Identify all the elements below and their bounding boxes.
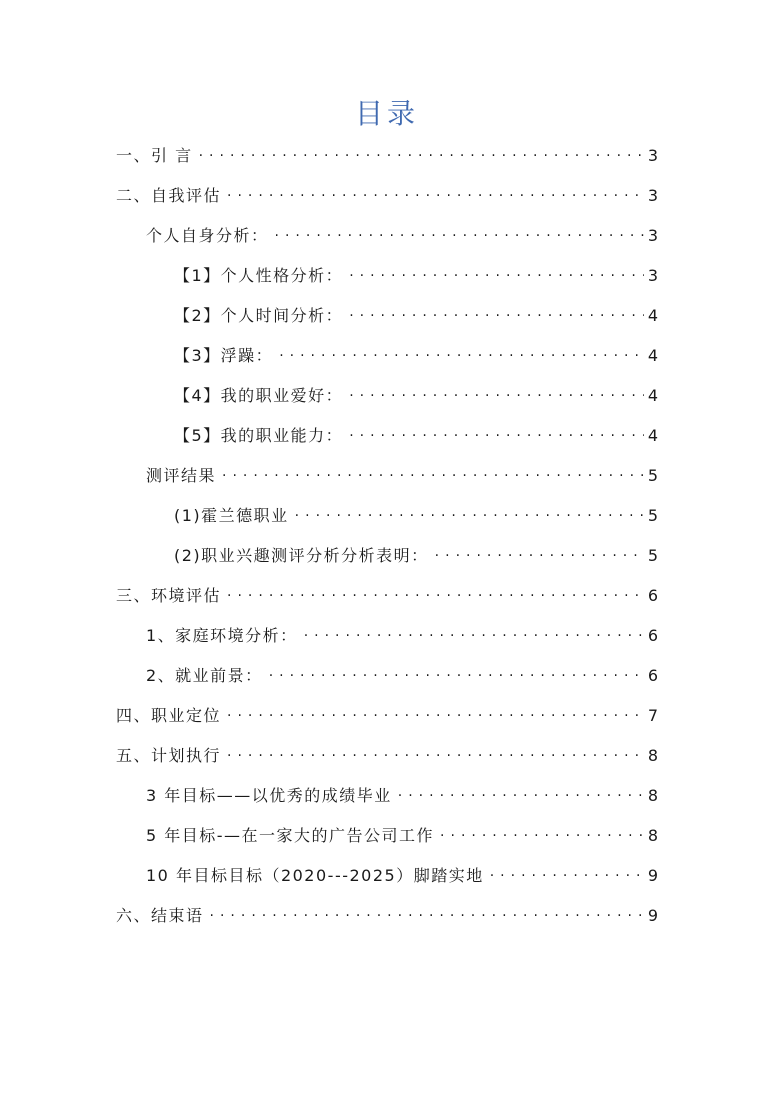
toc-entry-10-year-goal[interactable]	[146, 856, 658, 896]
toc-entry-time-analysis[interactable]	[174, 296, 658, 336]
toc-dot-leader	[304, 616, 644, 656]
toc-entry-5-year-goal[interactable]	[146, 816, 658, 856]
toc-entry-label: 【4】我的职业爱好：	[174, 386, 344, 405]
toc-entry-3-year-goal[interactable]	[146, 776, 658, 816]
toc-page-number: 3	[647, 226, 658, 245]
toc-dot-leader	[269, 656, 644, 696]
toc-entry-introduction[interactable]	[116, 136, 658, 176]
toc-entry-label: 【5】我的职业能力：	[174, 426, 344, 445]
toc-dot-leader	[279, 336, 644, 376]
toc-entry-career-positioning[interactable]	[116, 696, 658, 736]
toc-page-number: 8	[647, 746, 658, 765]
toc-dot-leader	[227, 696, 644, 736]
toc-entry-label: 【3】浮躁：	[174, 346, 274, 365]
toc-dot-leader	[210, 896, 644, 936]
toc-entry-label: 一、引 言	[116, 146, 193, 165]
toc-entry-label: 10 年目标目标（2020---2025）脚踏实地	[146, 866, 484, 885]
toc-entry-environment-assessment[interactable]	[116, 576, 658, 616]
toc-entry-personality-analysis[interactable]	[174, 256, 658, 296]
toc-entry-career-hobbies[interactable]	[174, 376, 658, 416]
toc-entry-impetuous[interactable]	[174, 336, 658, 376]
toc-entry-self-assessment[interactable]	[116, 176, 658, 216]
toc-entry-employment-prospects[interactable]	[146, 656, 658, 696]
toc-page-number: 5	[647, 546, 658, 565]
toc-page-number: 8	[647, 826, 658, 845]
toc-entry-label: 【2】个人时间分析：	[174, 306, 344, 325]
toc-entry-label: 三、环境评估	[116, 586, 222, 605]
toc-dot-leader	[435, 536, 644, 576]
toc-page-number: 6	[647, 586, 658, 605]
toc-entry-holland-career[interactable]	[174, 496, 658, 536]
toc-entry-label: 3 年目标——以优秀的成绩毕业	[146, 786, 392, 805]
toc-page-number: 4	[647, 306, 658, 325]
toc-entry-label: 四、职业定位	[116, 706, 222, 725]
toc-dot-leader	[295, 496, 644, 536]
toc-page-number: 3	[647, 186, 658, 205]
toc-entry-interest-test[interactable]	[174, 536, 658, 576]
toc-dot-leader	[227, 576, 644, 616]
toc-entry-conclusion[interactable]	[116, 896, 658, 936]
toc-entry-personal-analysis[interactable]	[146, 216, 658, 256]
toc-entry-label: 1、家庭环境分析：	[146, 626, 298, 645]
toc-dot-leader	[398, 776, 644, 816]
toc-dot-leader	[349, 296, 644, 336]
toc-page-number: 6	[647, 666, 658, 685]
toc-entry-label: (1)霍兰德职业	[174, 506, 289, 525]
toc-dot-leader	[440, 816, 644, 856]
toc-dot-leader	[222, 456, 644, 496]
toc-page-number: 9	[647, 866, 658, 885]
toc-dot-leader	[227, 176, 644, 216]
toc-page-number: 4	[647, 386, 658, 405]
toc-dot-leader	[349, 416, 644, 456]
toc-entry-label: 五、计划执行	[116, 746, 222, 765]
toc-page-number: 5	[647, 466, 658, 485]
toc-entry-assessment-results[interactable]	[146, 456, 658, 496]
toc-page-number: 4	[647, 426, 658, 445]
toc-entry-label: (2)职业兴趣测评分析分析表明：	[174, 546, 429, 565]
toc-entry-family-environment[interactable]	[146, 616, 658, 656]
toc-entry-label: 5 年目标-—在一家大的广告公司工作	[146, 826, 435, 845]
toc-page-number: 5	[647, 506, 658, 525]
toc-dot-leader	[490, 856, 644, 896]
toc-dot-leader	[227, 736, 644, 776]
toc-page-number: 4	[647, 346, 658, 365]
toc-entry-label: 【1】个人性格分析：	[174, 266, 344, 285]
toc-page-number: 9	[647, 906, 658, 925]
toc-entry-label: 二、自我评估	[116, 186, 222, 205]
toc-entry-label: 测评结果	[146, 466, 217, 485]
toc-dot-leader	[275, 216, 644, 256]
toc-page-number: 7	[647, 706, 658, 725]
toc-dot-leader	[349, 376, 644, 416]
toc-page-number: 3	[647, 266, 658, 285]
toc-page-number: 3	[647, 146, 658, 165]
toc-entry-plan-execution[interactable]	[116, 736, 658, 776]
toc-entry-label: 个人自身分析：	[146, 226, 269, 245]
toc-page-number: 8	[647, 786, 658, 805]
toc-entry-label: 六、结束语	[116, 906, 204, 925]
toc-page-number: 6	[647, 626, 658, 645]
toc-dot-leader	[349, 256, 644, 296]
toc-dot-leader	[199, 136, 644, 176]
toc-entry-career-abilities[interactable]	[174, 416, 658, 456]
page-title: 目录	[354, 97, 419, 130]
toc-entry-label: 2、就业前景：	[146, 666, 263, 685]
